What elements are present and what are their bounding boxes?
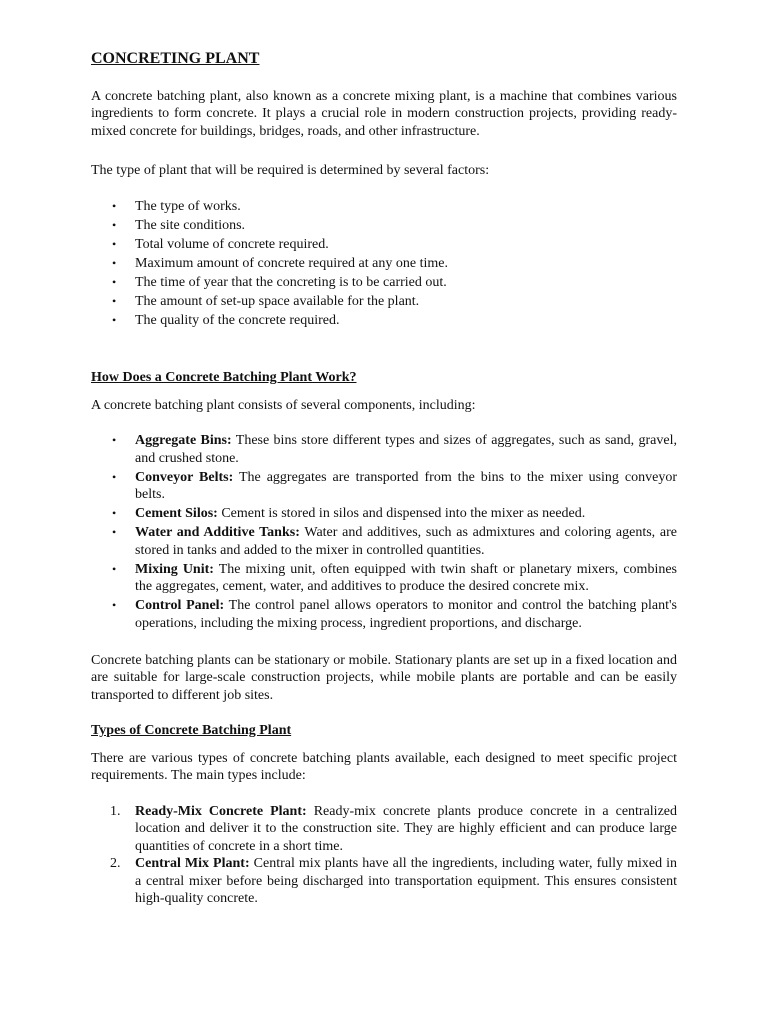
section-heading-how-it-works: How Does a Concrete Batching Plant Work? — [91, 370, 357, 386]
list-item: 1. Ready-Mix Concrete Plant: Ready-mix concrete plants produce concrete in a centralized location and deliver it to the construction site. They are highly efficient and can produce large quantities of concrete in a short time. — [110, 803, 678, 854]
intro-paragraph: A concrete batching plant, also known as a concrete mixing plant, is a machine that combines various ingredients to form concrete. It plays a crucial role in modern construction projects, providing ready-mixed concrete for buildings, bridges, roads, and other infrastructure. — [91, 88, 677, 139]
bullet-icon: • — [112, 525, 117, 540]
stationary-mobile-paragraph: Concrete batching plants can be stationary or mobile. Stationary plants are set up in a fixed location and are suitable for large-scale construction projects, while mobile plants are portable and can be easily transported to different job sites. — [91, 652, 677, 703]
bullet-icon: • — [112, 598, 117, 613]
item-term: Central Mix Plant: — [135, 856, 250, 872]
list-item: • The type of works. — [112, 198, 241, 214]
list-item: • The site conditions. — [112, 217, 246, 233]
list-item: • Cement Silos: Cement is stored in silos and dispensed into the mixer as needed. — [112, 506, 586, 522]
types-list — [91, 803, 677, 908]
list-item: • Total volume of concrete required. — [112, 236, 329, 252]
factors-intro: The type of plant that will be required is determined by several factors: — [91, 163, 490, 178]
bullet-icon: • — [112, 506, 117, 521]
list-item: • Aggregate Bins: These bins store different types and sizes of aggregates, such as sand, gravel, and crushed stone. — [112, 433, 677, 466]
list-item: • Conveyor Belts: The aggregates are transported from the bins to the mixer using conveyor belts. — [112, 469, 677, 503]
list-item: • Water and Additive Tanks: Water and additives, such as admixtures and coloring agents, are stored in tanks and added to the mixer in controlled quantities. — [112, 525, 677, 558]
factors-list — [91, 198, 677, 330]
bullet-icon: • — [112, 255, 117, 270]
item-term: Mixing Unit: — [135, 561, 214, 577]
list-item: • Control Panel: The control panel allows operators to monitor and control the batching plant's operations, including the mixing process, ingredient proportions, and discharge. — [112, 598, 678, 631]
bullet-icon: • — [112, 293, 117, 308]
page-title: CONCRETING PLANT — [91, 50, 260, 67]
list-item: • The quality of the concrete required. — [112, 313, 340, 329]
list-item: 2. Central Mix Plant: Central mix plants have all the ingredients, including water, fully mixed in a central mixer before being discharged into transportation equipment. This ensures consistent high-quality concrete. — [110, 856, 678, 907]
item-term: Ready-Mix Concrete Plant: — [135, 803, 307, 819]
item-term: Conveyor Belts: — [135, 469, 234, 485]
bullet-icon: • — [112, 313, 117, 328]
bullet-icon: • — [112, 274, 117, 289]
item-term: Water and Additive Tanks: — [135, 525, 300, 541]
components-list — [91, 432, 677, 632]
bullet-icon: • — [112, 236, 117, 251]
item-number: 1. — [110, 803, 121, 819]
bullet-icon: • — [112, 561, 117, 576]
bullet-icon: • — [112, 469, 117, 484]
list-item: • Mixing Unit: The mixing unit, often equipped with twin shaft or planetary mixers, combines the aggregates, cement, water, and additives to produce the desired concrete mix. — [112, 561, 677, 595]
bullet-icon: • — [112, 198, 117, 213]
item-term: Aggregate Bins: — [135, 433, 232, 449]
list-item: • Maximum amount of concrete required at any one time. — [112, 255, 448, 271]
item-term: Control Panel: — [135, 598, 225, 614]
list-item: • The amount of set-up space available for the plant. — [112, 293, 420, 309]
components-intro: A concrete batching plant consists of several components, including: — [91, 397, 476, 413]
bullet-icon: • — [112, 217, 117, 232]
types-intro: There are various types of concrete batching plants available, each designed to meet specific project requirements. The main types include: — [91, 750, 677, 784]
section-heading-types: Types of Concrete Batching Plant — [91, 723, 292, 739]
list-item: • The time of year that the concreting is to be carried out. — [112, 274, 447, 290]
bullet-icon: • — [112, 433, 117, 448]
item-term: Cement Silos: — [135, 506, 218, 522]
item-number: 2. — [110, 856, 121, 872]
